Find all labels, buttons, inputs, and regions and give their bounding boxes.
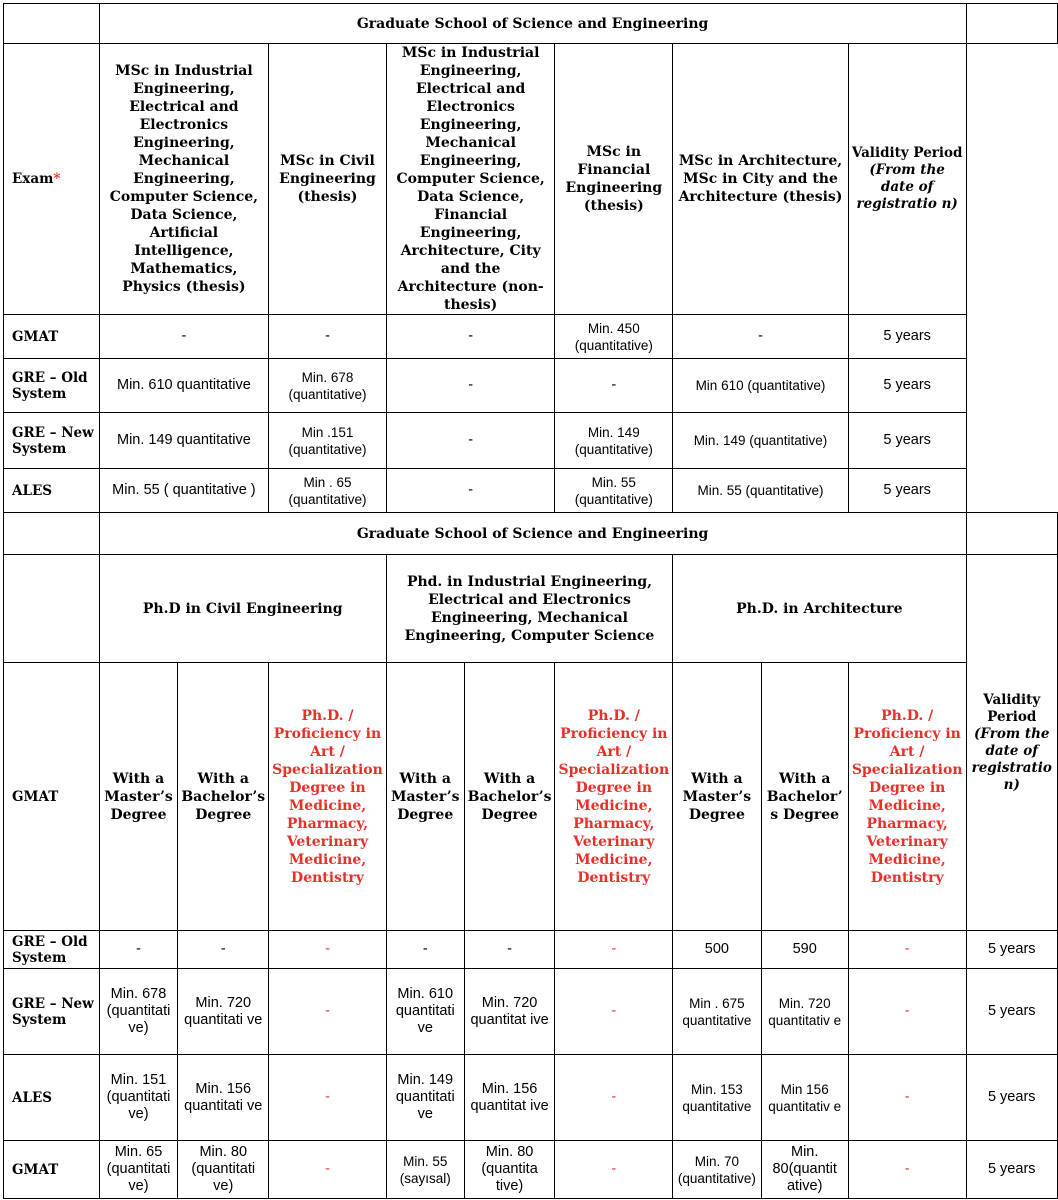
- table-cell: Min. 70 (quantitative): [673, 1141, 761, 1199]
- table-cell: Min. 450 (quantitative): [555, 315, 673, 359]
- table-cell: Min. 55 (quantitative): [673, 469, 849, 513]
- table-cell: -: [848, 969, 966, 1055]
- exam-name: ALES: [4, 1055, 100, 1141]
- validity-cell: 5 years: [848, 315, 966, 359]
- section2-subheader-row: [4, 663, 1058, 931]
- program-group-header: Ph.D in Civil Engineering: [99, 555, 386, 663]
- table-cell: Min. 156 quantitati ve: [178, 1055, 269, 1141]
- program-header: MSc in Industrial Engineering, Electrical and Electronics Engineering, Mechanical Engineering, Computer Science, Data Science, Financial Engineering, Architecture, City and the Architecture (non-thesis): [386, 44, 555, 315]
- table-cell: -: [386, 931, 464, 969]
- validity-cell: 5 years: [966, 1055, 1058, 1141]
- table-cell: Min. 55 (quantitative): [555, 469, 673, 513]
- section1-header-row: [4, 44, 1058, 315]
- table-cell: Min. 720 quantitati ve: [178, 969, 269, 1055]
- table-cell: -: [386, 469, 555, 513]
- section2-title-row: [4, 513, 1058, 555]
- corner-cell: [966, 4, 1058, 44]
- table-cell: Min. 720 quantitativ e: [761, 969, 848, 1055]
- table-row: [4, 931, 1058, 969]
- exam-name: ALES: [4, 469, 100, 513]
- table-cell: -: [848, 1141, 966, 1199]
- table-cell: -: [386, 315, 555, 359]
- table-cell: -: [848, 1055, 966, 1141]
- degree-header: With a Master’s Degree: [99, 663, 178, 931]
- table-cell: Min 156 quantitativ e: [761, 1055, 848, 1141]
- corner-cell: [966, 513, 1058, 555]
- table-cell: -: [555, 969, 673, 1055]
- exam-header: GMAT: [4, 663, 100, 931]
- section2-group-row: [4, 555, 1058, 663]
- table-cell: 500: [673, 931, 761, 969]
- table-cell: -: [178, 931, 269, 969]
- exam-name: GMAT: [4, 1141, 100, 1199]
- table-cell: -: [673, 315, 849, 359]
- table-cell: Min. 55 ( quantitative ): [99, 469, 268, 513]
- table-row: [4, 1141, 1058, 1199]
- exam-name: GRE – New System: [4, 969, 100, 1055]
- exam-name: GMAT: [4, 315, 100, 359]
- validity-cell: 5 years: [848, 359, 966, 413]
- table-cell: Min. 151 (quantitati ve): [99, 1055, 178, 1141]
- table-cell: Min. 153 quantitative: [673, 1055, 761, 1141]
- program-header: MSc in Industrial Engineering, Electrical and Electronics Engineering, Mechanical Engineering, Computer Science, Data Science, Artificial Intelligence, Mathematics, Physics (thesis): [99, 44, 268, 315]
- table-cell: Min. 678 (quantitati ve): [99, 969, 178, 1055]
- table-cell: -: [99, 315, 268, 359]
- table-cell: Min. 156 quantitat ive: [464, 1055, 555, 1141]
- table-cell: -: [848, 931, 966, 969]
- table-cell: Min. 678 (quantitative): [269, 359, 387, 413]
- corner-cell: [4, 4, 100, 44]
- table-cell: Min. 149 quantitative: [99, 413, 268, 469]
- exam-header: Exam*: [4, 44, 100, 315]
- degree-header: Ph.D. / Proficiency in Art / Specialization Degree in Medicine, Pharmacy, Veterinary Medicine, Dentistry: [269, 663, 387, 931]
- table-cell: Min. 720 quantitat ive: [464, 969, 555, 1055]
- table-cell: -: [269, 969, 387, 1055]
- validity-cell: 5 years: [966, 931, 1058, 969]
- requirements-table: [3, 3, 1058, 1199]
- blank-cell: [4, 555, 100, 663]
- table-cell: -: [99, 931, 178, 969]
- degree-header: With a Bachelor’s Degree: [178, 663, 269, 931]
- table-row: [4, 413, 1058, 469]
- exam-name: GRE – Old System: [4, 931, 100, 969]
- table-cell: Min .151 (quantitative): [269, 413, 387, 469]
- school-title: Graduate School of Science and Engineering: [99, 513, 966, 555]
- table-cell: Min. 80 (quantita tive): [464, 1141, 555, 1199]
- degree-header: Ph.D. / Proficiency in Art / Specialization Degree in Medicine, Pharmacy, Veterinary Medicine, Dentistry: [555, 663, 673, 931]
- degree-header: With a Bachelor’s Degree: [464, 663, 555, 931]
- exam-name: GRE – Old System: [4, 359, 100, 413]
- table-cell: Min. 149 quantitati ve: [386, 1055, 464, 1141]
- exam-name: GRE – New System: [4, 413, 100, 469]
- table-cell: -: [269, 931, 387, 969]
- degree-header: With a Master’s Degree: [386, 663, 464, 931]
- validity-cell: 5 years: [966, 969, 1058, 1055]
- corner-cell: [4, 513, 100, 555]
- validity-cell: 5 years: [848, 469, 966, 513]
- table-cell: Min . 65 (quantitative): [269, 469, 387, 513]
- table-cell: -: [464, 931, 555, 969]
- degree-header: Ph.D. / Proficiency in Art / Specialization Degree in Medicine, Pharmacy, Veterinary Medicine, Dentistry: [848, 663, 966, 931]
- program-header: MSc in Architecture, MSc in City and the Architecture (thesis): [673, 44, 849, 315]
- table-row: [4, 1055, 1058, 1141]
- degree-header: With a Bachelor’ s Degree: [761, 663, 848, 931]
- table-cell: -: [555, 931, 673, 969]
- table-cell: -: [269, 1055, 387, 1141]
- table-cell: -: [555, 1141, 673, 1199]
- table-cell: Min. 80(quantit ative): [761, 1141, 848, 1199]
- table-cell: -: [269, 315, 387, 359]
- program-header: MSc in Financial Engineering (thesis): [555, 44, 673, 315]
- program-group-header: Phd. in Industrial Engineering, Electrical and Electronics Engineering, Mechanical Engineering, Computer Science: [386, 555, 672, 663]
- table-row: [4, 469, 1058, 513]
- school-title: Graduate School of Science and Engineering: [99, 4, 966, 44]
- table-cell: 590: [761, 931, 848, 969]
- validity-header: Validity Period (From the date of registratio n): [966, 555, 1058, 931]
- table-cell: Min. 610 quantitative: [99, 359, 268, 413]
- table-cell: -: [555, 359, 673, 413]
- table-cell: Min . 675 quantitative: [673, 969, 761, 1055]
- program-group-header: Ph.D. in Architecture: [673, 555, 966, 663]
- table-row: [4, 359, 1058, 413]
- table-cell: Min. 149 (quantitative): [555, 413, 673, 469]
- table-row: [4, 315, 1058, 359]
- table-cell: Min. 610 quantitati ve: [386, 969, 464, 1055]
- program-header: MSc in Civil Engineering (thesis): [269, 44, 387, 315]
- table-cell: -: [555, 1055, 673, 1141]
- table-cell: Min. 149 (quantitative): [673, 413, 849, 469]
- validity-header: Validity Period (From the date of registratio n): [848, 44, 966, 315]
- section1-title-row: [4, 4, 1058, 44]
- table-cell: Min. 55 (sayısal): [386, 1141, 464, 1199]
- table-cell: Min. 65 (quantitati ve): [99, 1141, 178, 1199]
- validity-cell: 5 years: [848, 413, 966, 469]
- table-cell: Min. 80 (quantitati ve): [178, 1141, 269, 1199]
- required-asterisk: *: [53, 171, 61, 187]
- degree-header: With a Master’s Degree: [673, 663, 761, 931]
- table-cell: -: [269, 1141, 387, 1199]
- table-cell: -: [386, 413, 555, 469]
- table-row: [4, 969, 1058, 1055]
- validity-cell: 5 years: [966, 1141, 1058, 1199]
- table-cell: Min 610 (quantitative): [673, 359, 849, 413]
- table-cell: -: [386, 359, 555, 413]
